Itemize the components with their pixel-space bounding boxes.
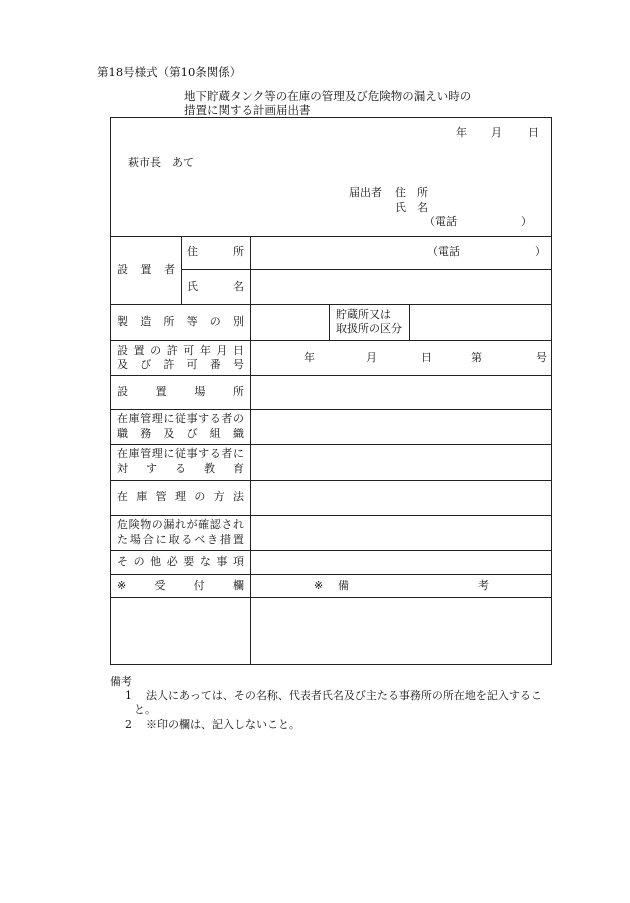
label-char: 理 xyxy=(151,447,163,460)
label-char: 教 xyxy=(204,462,215,475)
note-2-text: ※印の欄は、記入しないこと。 xyxy=(146,718,300,731)
storage-type-label-1: 貯蔵所又は xyxy=(336,308,391,321)
row-divider xyxy=(111,480,551,481)
label-char: 許 xyxy=(163,358,175,371)
staff-org-label-line2 xyxy=(117,427,244,441)
label-char: 者 xyxy=(221,412,233,425)
label-char: の xyxy=(133,555,145,568)
label-char: に xyxy=(155,533,167,546)
label-char: 可 xyxy=(186,358,198,371)
label-char: の xyxy=(232,412,244,425)
label-char: 取 xyxy=(168,533,180,546)
leak-measures-field[interactable] xyxy=(253,517,549,548)
method-field[interactable] xyxy=(253,482,549,513)
label-char: に xyxy=(163,447,175,460)
label-char: 事 xyxy=(186,412,198,425)
row-divider xyxy=(111,304,551,305)
remarks-label-2: 考 xyxy=(478,579,489,592)
submitter-address-label: 住 所 xyxy=(395,186,428,199)
label-char: す xyxy=(198,447,210,460)
label-char: 所 xyxy=(163,315,175,328)
row-divider xyxy=(181,269,551,270)
label-char: た xyxy=(117,533,128,546)
label-char: そ xyxy=(117,555,128,568)
installer-address-label xyxy=(187,245,244,259)
label-char: 場 xyxy=(129,533,141,546)
label-char: れ xyxy=(232,518,244,531)
label-char: が xyxy=(186,518,198,531)
form-title-line2: 措置に関する計画届出書 xyxy=(184,103,311,117)
label-char: 日 xyxy=(232,344,244,357)
label-char: 設 xyxy=(117,263,128,276)
installer-name-field[interactable] xyxy=(253,271,549,302)
remarks-mark: ※ xyxy=(314,579,324,592)
label-char: 別 xyxy=(232,315,244,328)
label-char: 及 xyxy=(163,427,175,440)
label-char: 管 xyxy=(140,412,152,425)
label-char: 管 xyxy=(140,447,152,460)
label-char: 者 xyxy=(164,263,175,276)
label-char: の xyxy=(151,518,163,531)
label-char: の xyxy=(150,344,162,357)
form-number: 第18号様式（第10条関係） xyxy=(97,65,242,79)
label-char: 庫 xyxy=(136,490,148,503)
date-year: 年 xyxy=(456,126,467,139)
submitter-name-field[interactable] xyxy=(441,199,546,213)
label-char: 設 xyxy=(117,344,128,357)
date-day: 日 xyxy=(528,126,539,139)
label-char: 織 xyxy=(232,427,244,440)
facility-type-label xyxy=(117,315,244,329)
label-char: 法 xyxy=(232,490,244,503)
row-divider xyxy=(111,515,551,516)
note-2-number: 2 xyxy=(125,718,132,731)
column-divider xyxy=(409,304,410,340)
label-char: す xyxy=(146,462,157,475)
label-char: 従 xyxy=(174,412,186,425)
row-divider xyxy=(111,550,551,551)
label-char: 製 xyxy=(117,315,128,328)
label-char: 管 xyxy=(155,490,167,503)
label-char: 措 xyxy=(220,533,231,546)
label-char: 事 xyxy=(186,447,198,460)
label-char: 漏 xyxy=(163,518,175,531)
label-char: 設 xyxy=(117,385,128,398)
label-char: 番 xyxy=(209,358,221,371)
label-char: 号 xyxy=(232,358,244,371)
note-1-number: 1 xyxy=(125,689,132,702)
notes-heading: 備考 xyxy=(110,675,132,688)
installer-address-field[interactable] xyxy=(253,238,423,267)
label-char: 理 xyxy=(151,412,163,425)
permit-dai: 第 xyxy=(471,351,482,364)
label-char: 育 xyxy=(233,462,244,475)
label-char: る xyxy=(209,412,221,425)
installer-label xyxy=(117,263,175,277)
label-char: 付 xyxy=(193,579,205,592)
label-char: き xyxy=(207,533,219,546)
row-divider xyxy=(111,409,551,410)
label-char: の xyxy=(194,490,206,503)
form-title-line1: 地下貯蔵タンク等の在庫の管理及び危険物の漏えい時の xyxy=(184,89,472,103)
label-char: 必 xyxy=(166,555,178,568)
label-char: び xyxy=(140,358,152,371)
label-char: 欄 xyxy=(232,579,244,592)
label-char: れ xyxy=(174,518,186,531)
permit-year: 年 xyxy=(304,351,315,364)
permit-day: 日 xyxy=(421,351,432,364)
reception-label xyxy=(117,579,244,593)
note-1-text: 法人にあっては、その名称、代表者氏名及び主たる事務所の所在地を記入するこ xyxy=(146,689,542,702)
submitter-label: 届出者 xyxy=(349,186,382,199)
label-char: 庫 xyxy=(128,447,140,460)
storage-type-label-2: 取扱所の区分 xyxy=(336,322,402,335)
label-char: な xyxy=(199,555,211,568)
row-divider xyxy=(111,597,551,598)
location-label xyxy=(117,385,244,399)
leak-label-line2 xyxy=(117,533,244,547)
label-char: 在 xyxy=(117,490,128,503)
label-char: 庫 xyxy=(128,412,140,425)
column-divider xyxy=(181,236,182,304)
label-char: 事 xyxy=(216,555,228,568)
label-char: 務 xyxy=(140,427,152,440)
note-1-continuation: と。 xyxy=(134,703,156,716)
label-char: す xyxy=(198,412,210,425)
location-field[interactable] xyxy=(253,377,549,407)
other-field[interactable] xyxy=(253,552,549,572)
installer-phone-field[interactable] xyxy=(461,240,531,264)
label-char: 住 xyxy=(187,245,198,258)
method-label xyxy=(117,490,244,504)
label-char: 険 xyxy=(128,518,140,531)
label-char: さ xyxy=(221,518,233,531)
staff-edu-field[interactable] xyxy=(253,446,549,478)
notification-form xyxy=(110,117,552,665)
label-char: 所 xyxy=(233,245,244,258)
permit-go: 号 xyxy=(536,351,547,364)
row-divider xyxy=(111,574,551,575)
label-char: 理 xyxy=(174,490,186,503)
date-month: 月 xyxy=(491,126,502,139)
installer-name-label xyxy=(187,280,244,294)
submitter-address-field[interactable] xyxy=(441,184,546,198)
label-char: に xyxy=(163,412,175,425)
label-char: 氏 xyxy=(187,280,198,293)
permit-label-line1 xyxy=(117,344,244,358)
label-char: 置 xyxy=(155,385,167,398)
label-char: 置 xyxy=(140,263,152,276)
label-char: 月 xyxy=(216,344,228,357)
leak-label-line1 xyxy=(117,518,244,532)
label-char: 場 xyxy=(194,385,206,398)
label-char: 認 xyxy=(209,518,221,531)
label-char: 可 xyxy=(183,344,195,357)
label-char: 所 xyxy=(232,385,244,398)
label-char: 年 xyxy=(199,344,211,357)
label-char: 及 xyxy=(117,358,128,371)
label-char: 等 xyxy=(186,315,198,328)
permit-month: 月 xyxy=(366,351,377,364)
label-char: る xyxy=(181,533,193,546)
submitter-phone-open: （電話 xyxy=(424,215,457,228)
label-char: 職 xyxy=(117,427,128,440)
label-char: 項 xyxy=(232,555,244,568)
label-char: 従 xyxy=(174,447,186,460)
submitter-name-label: 氏 名 xyxy=(395,201,428,214)
label-char: 在 xyxy=(117,447,128,460)
label-char: 者 xyxy=(221,447,233,460)
label-char: 置 xyxy=(133,344,145,357)
label-char: の xyxy=(209,315,221,328)
installer-phone-close: ） xyxy=(535,245,546,258)
remarks-label: 備 xyxy=(338,579,349,592)
label-char: 組 xyxy=(209,427,221,440)
label-char: 危 xyxy=(117,518,128,531)
label-char: 対 xyxy=(117,462,128,475)
label-char: 名 xyxy=(233,280,244,293)
submitter-phone-close: ） xyxy=(521,215,532,228)
label-char: 物 xyxy=(140,518,152,531)
label-char: 在 xyxy=(117,412,128,425)
staff-edu-label-line1 xyxy=(117,447,244,461)
row-divider xyxy=(111,340,551,341)
label-char: 他 xyxy=(150,555,162,568)
facility-type-field[interactable] xyxy=(253,306,327,338)
staff-org-label-line1 xyxy=(117,412,244,426)
column-divider xyxy=(250,236,251,664)
label-char: び xyxy=(186,427,198,440)
column-divider xyxy=(329,304,330,340)
label-char: に xyxy=(232,447,244,460)
label-char: 受 xyxy=(154,579,166,592)
label-char: 合 xyxy=(142,533,154,546)
storage-type-field[interactable] xyxy=(411,306,549,338)
staff-edu-label-line2 xyxy=(117,462,244,476)
installer-phone-open: （電話 xyxy=(427,245,460,258)
label-char: 許 xyxy=(166,344,178,357)
label-char: 方 xyxy=(213,490,225,503)
staff-org-field[interactable] xyxy=(253,411,549,442)
permit-label-line2 xyxy=(117,358,244,372)
label-char: ※ xyxy=(117,579,127,592)
other-label xyxy=(117,555,244,569)
label-char: 要 xyxy=(183,555,195,568)
label-char: る xyxy=(175,462,186,475)
row-divider xyxy=(111,375,551,376)
label-char: 置 xyxy=(232,533,244,546)
label-char: る xyxy=(209,447,221,460)
label-char: べ xyxy=(194,533,206,546)
label-char: 確 xyxy=(198,518,210,531)
row-divider xyxy=(111,236,551,237)
label-char: 造 xyxy=(140,315,152,328)
addressee: 萩市長 あて xyxy=(128,156,194,169)
remarks-field xyxy=(253,599,549,662)
row-divider xyxy=(111,444,551,445)
submitter-phone-field[interactable] xyxy=(456,214,518,228)
permit-field[interactable] xyxy=(253,342,549,373)
